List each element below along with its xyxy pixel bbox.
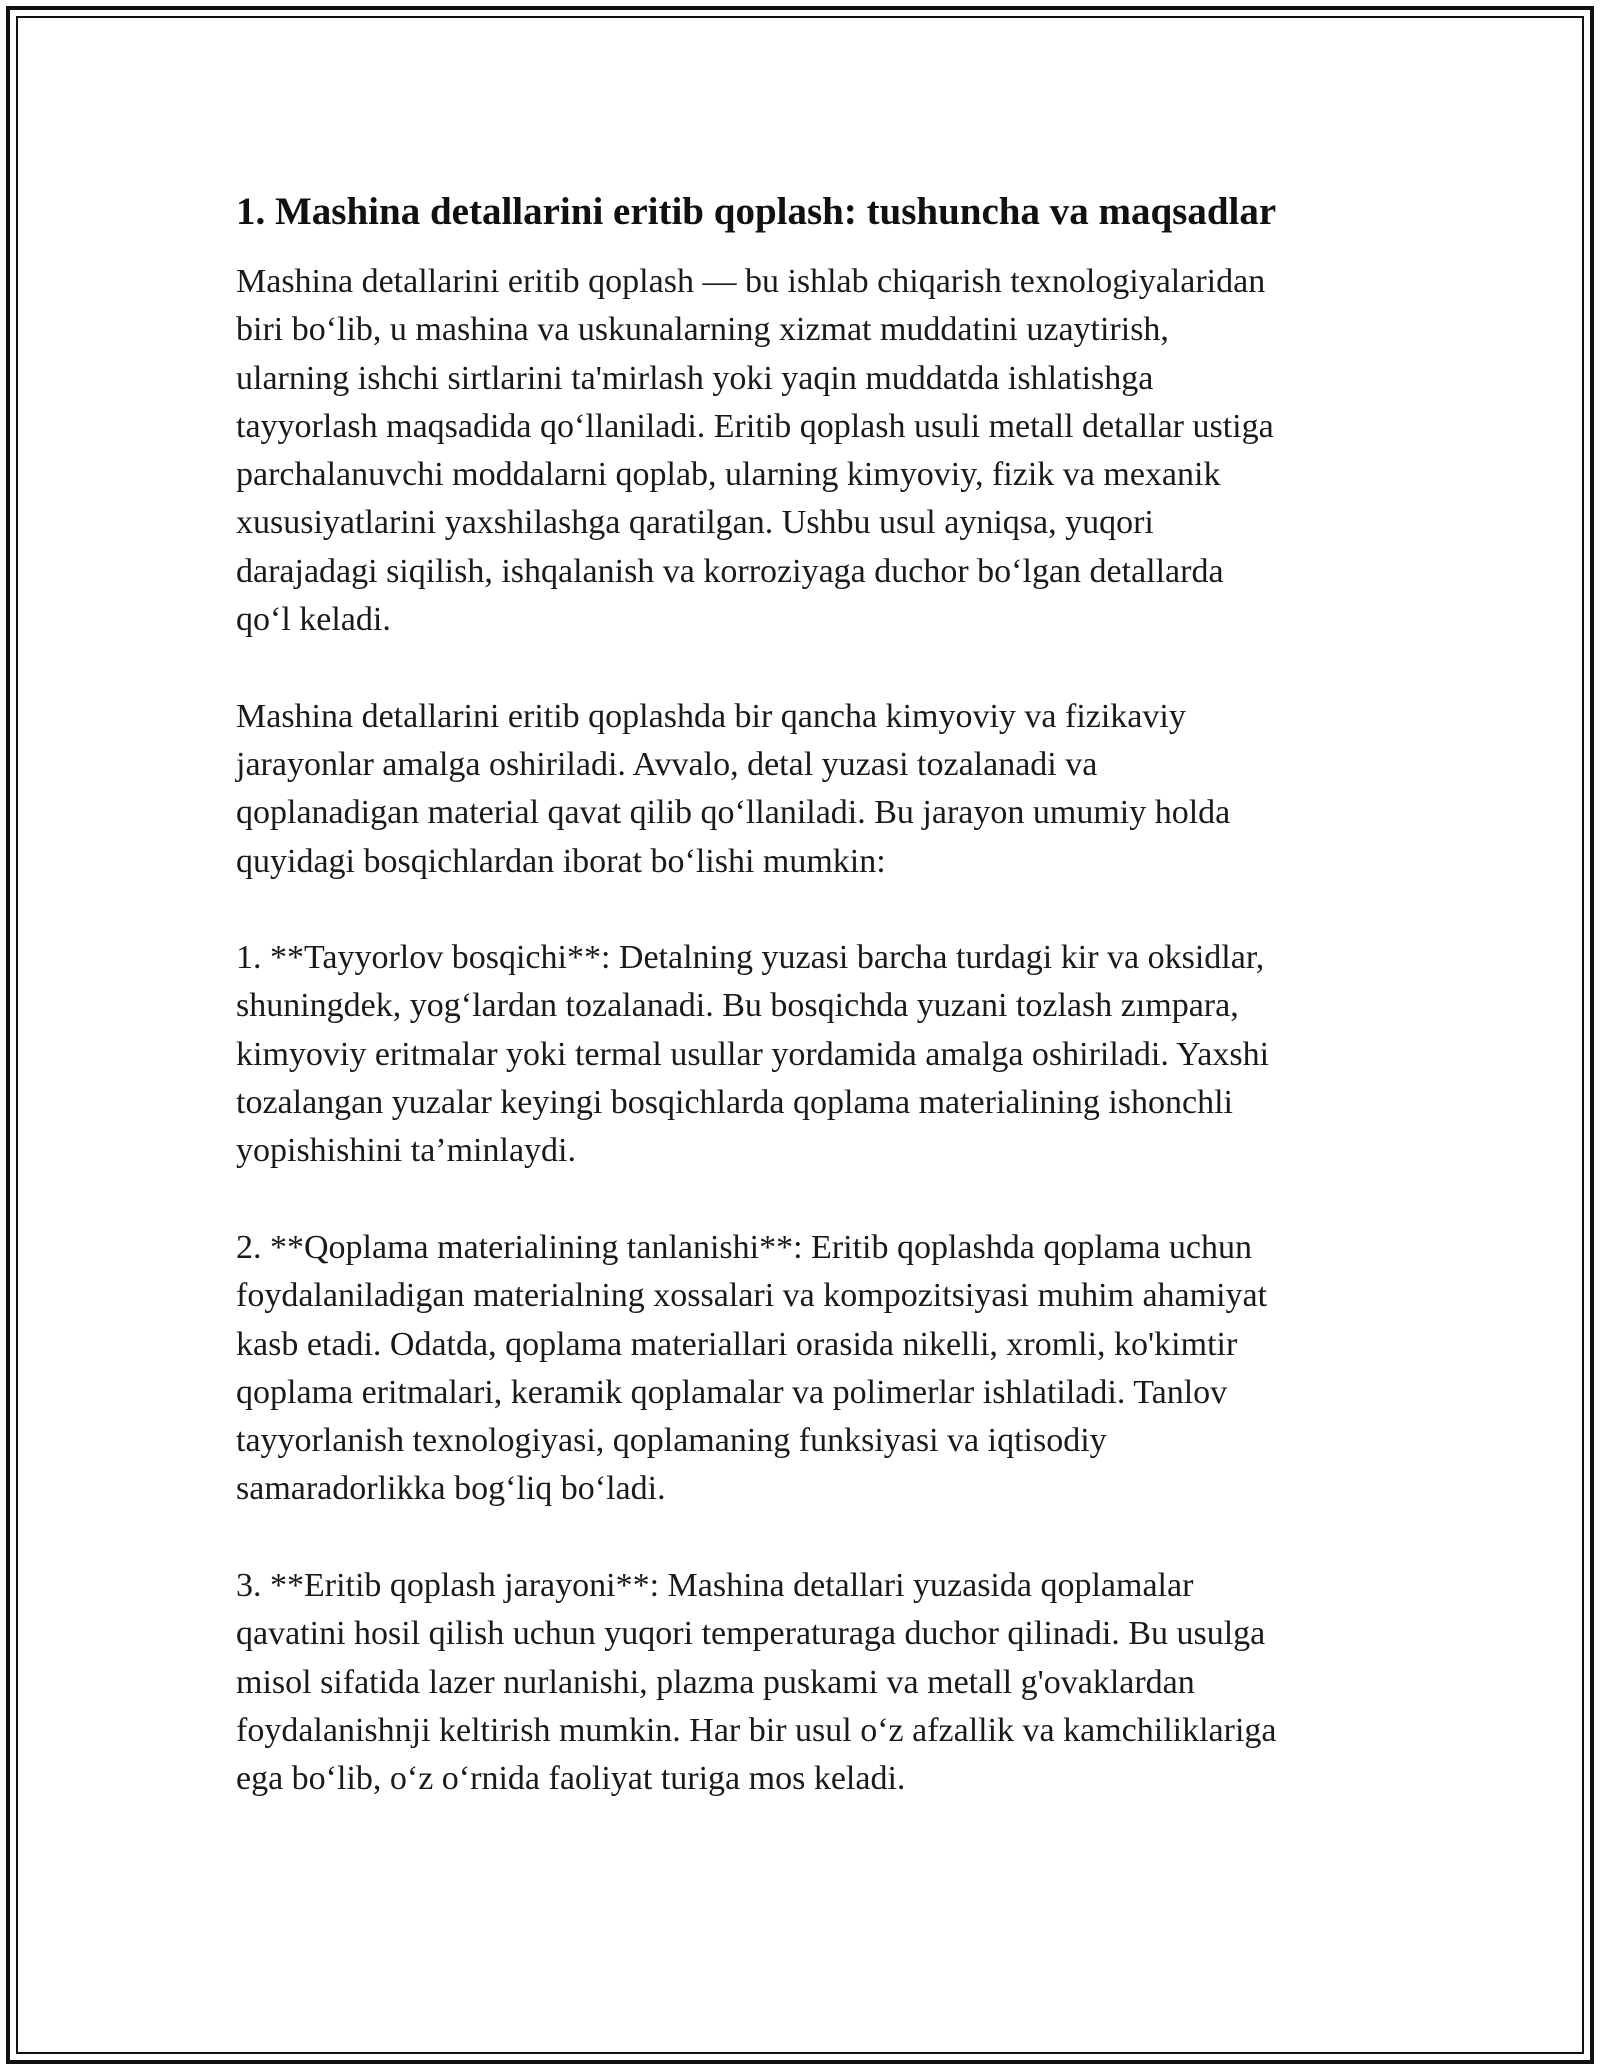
- text-line: xususiyatlarini yaxshilashga qaratilgan. Ushbu usul ayniqsa, yuqori: [236, 504, 1154, 542]
- paragraph-step-1: [236, 934, 1372, 1175]
- text-line: tayyorlash maqsadida qo‘llaniladi. Eritib qoplash usuli metall detallar ustiga: [236, 407, 1274, 445]
- text-line: misol sifatida lazer nurlanishi, plazma puskami va metall g'ovaklardan: [236, 1663, 1195, 1701]
- text-line: qoplanadigan material qavat qilib qo‘llaniladi. Bu jarayon umumiy holda: [236, 794, 1231, 832]
- text-line: qavatini hosil qilish uchun yuqori temperaturaga duchor qilinadi. Bu usulga: [236, 1615, 1266, 1653]
- text-line: parchalanuvchi moddalarni qoplab, ularning kimyoviy, fizik va mexanik: [236, 456, 1221, 494]
- document-body: [236, 188, 1372, 1852]
- text-line: ega bo‘lib, o‘z o‘rnida faoliyat turiga mos keladi.: [236, 1760, 906, 1798]
- text-line: kimyoviy eritmalar yoki termal usullar yordamida amalga oshiriladi. Yaxshi: [236, 1035, 1270, 1073]
- text-line: shuningdek, yog‘lardan tozalanadi. Bu bosqichda yuzani tozlash zımpara,: [236, 987, 1239, 1025]
- text-line: foydalanishnji keltirish mumkin. Har bir usul o‘z afzallik va kamchiliklariga: [236, 1711, 1277, 1749]
- section-heading: 1. Mashina detallarini eritib qoplash: tushuncha va maqsadlar: [236, 190, 1277, 233]
- text-line: Mashina detallarini eritib qoplashda bir qancha kimyoviy va fizikaviy: [236, 697, 1186, 735]
- text-line: samaradorlikka bog‘liq bo‘ladi.: [236, 1470, 666, 1508]
- text-line: 3. **Eritib qoplash jarayoni**: Mashina detallari yuzasida qoplamalar: [236, 1567, 1194, 1605]
- paragraph-step-2: [236, 1224, 1372, 1514]
- text-line: darajadagi siqilish, ishqalanish va korroziyaga duchor bo‘lgan detallarda: [236, 552, 1224, 590]
- text-line: 1. **Tayyorlov bosqichi**: Detalning yuzasi barcha turdagi kir va oksidlar,: [236, 939, 1265, 977]
- paragraph-step-3: [236, 1562, 1372, 1803]
- text-line: tayyorlanish texnologiyasi, qoplamaning funksiyasi va iqtisodiy: [236, 1422, 1107, 1460]
- text-line: ularning ishchi sirtlarini ta'mirlash yoki yaqin muddatda ishlatishga: [236, 359, 1154, 397]
- paragraph-intro: [236, 258, 1372, 644]
- text-line: qo‘l keladi.: [236, 601, 391, 639]
- paragraph-process-overview: [236, 693, 1372, 886]
- text-line: yopishishini ta’minlaydi.: [236, 1132, 576, 1170]
- text-line: Mashina detallarini eritib qoplash — bu ishlab chiqarish texnologiyalaridan: [236, 263, 1266, 300]
- text-line: qoplama eritmalari, keramik qoplamalar va polimerlar ishlatiladi. Tanlov: [236, 1373, 1228, 1411]
- text-line: 2. **Qoplama materialining tanlanishi**: Eritib qoplashda qoplama uchun: [236, 1228, 1252, 1266]
- text-line: foydalaniladigan materialning xossalari va kompozitsiyasi muhim ahamiyat: [236, 1277, 1268, 1315]
- text-line: kasb etadi. Odatda, qoplama materiallari orasida nikelli, xromli, ko'kimtir: [236, 1325, 1238, 1363]
- text-line: quyidagi bosqichlardan iborat bo‘lishi mumkin:: [236, 842, 886, 880]
- text-line: jarayonlar amalga oshiriladi. Avvalo, detal yuzasi tozalanadi va: [236, 745, 1098, 783]
- text-line: tozalangan yuzalar keyingi bosqichlarda qoplama materialining ishonchli: [236, 1084, 1234, 1122]
- text-line: biri bo‘lib, u mashina va uskunalarning xizmat muddatini uzaytirish,: [236, 311, 1169, 349]
